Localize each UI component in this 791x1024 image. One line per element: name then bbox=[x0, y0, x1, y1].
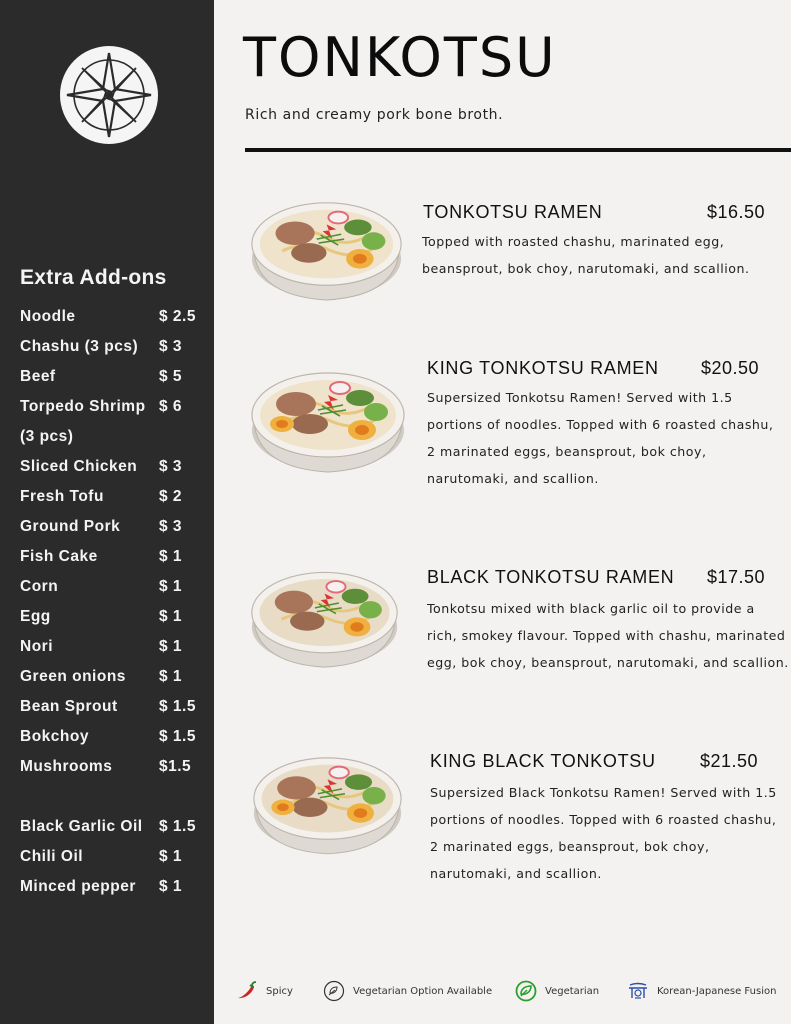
menu-item-name: TONKOTSU RAMEN bbox=[423, 202, 603, 222]
addon-name: Fresh Tofu bbox=[20, 488, 104, 505]
addon-name: Ground Pork bbox=[20, 518, 121, 535]
addon-price: $ 3 bbox=[159, 458, 183, 475]
legend-label-vegetarian: Vegetarian bbox=[545, 985, 600, 997]
addon-name: Bean Sprout bbox=[20, 698, 118, 715]
addon-name: Torpedo Shrimp bbox=[20, 398, 146, 415]
addon-name: Sliced Chicken bbox=[20, 458, 138, 475]
addon-name-continued: (3 pcs) bbox=[20, 428, 74, 445]
description-line: 2 marinated eggs, beansprout, bok choy, bbox=[427, 444, 707, 459]
menu-item-name: KING BLACK TONKOTSU bbox=[430, 751, 656, 771]
addon-name: Fish Cake bbox=[20, 548, 98, 565]
description-line: Supersized Tonkotsu Ramen! Served with 1.5 bbox=[427, 390, 733, 405]
compass-star-logo bbox=[59, 45, 159, 145]
addon-name: Chili Oil bbox=[20, 848, 84, 865]
addon-name: Green onions bbox=[20, 668, 126, 685]
description-line: egg, bok choy, beansprout, narutomaki, and scallion. bbox=[427, 655, 789, 670]
chili-pepper-icon bbox=[234, 980, 258, 1002]
menu-item-description bbox=[430, 779, 777, 887]
korean-japanese-fusion-icon bbox=[627, 980, 649, 1002]
description-line: portions of noodles. Topped with 6 roasted chashu, bbox=[427, 417, 774, 432]
ramen-bowl-image bbox=[248, 360, 408, 475]
ramen-bowl-image bbox=[248, 560, 401, 670]
addon-name: Egg bbox=[20, 608, 51, 625]
addon-name: Nori bbox=[20, 638, 53, 655]
description-line: Supersized Black Tonkotsu Ramen! Served with 1.5 bbox=[430, 785, 777, 800]
addon-name: Black Garlic Oil bbox=[20, 818, 143, 835]
legend-vegetarian bbox=[515, 979, 599, 1003]
addon-name: Beef bbox=[20, 368, 56, 385]
legend-label-vegetarian-option: Vegetarian Option Available bbox=[353, 985, 493, 997]
legend-vegetarian-option bbox=[323, 979, 492, 1003]
description-line: rich, smokey flavour. Topped with chashu, marinated bbox=[427, 628, 786, 643]
addon-name: Mushrooms bbox=[20, 758, 113, 775]
page-title: TONKOTSU bbox=[243, 26, 557, 89]
description-line: Tonkotsu mixed with black garlic oil to provide a bbox=[427, 601, 755, 616]
addon-name: Noodle bbox=[20, 308, 76, 325]
description-line: Topped with roasted chashu, marinated egg, bbox=[422, 234, 725, 249]
addons-title: Extra Add-ons bbox=[20, 266, 167, 289]
addon-name: Minced pepper bbox=[20, 878, 136, 895]
addon-price: $ 1 bbox=[159, 608, 183, 625]
legend-spicy bbox=[234, 979, 293, 1003]
page-subtitle: Rich and creamy pork bone broth. bbox=[245, 107, 504, 123]
addon-price: $ 3 bbox=[159, 338, 183, 355]
menu-item-description bbox=[422, 228, 749, 282]
description-line: 2 marinated eggs, beansprout, bok choy, bbox=[430, 839, 710, 854]
addon-name: Chashu (3 pcs) bbox=[20, 338, 139, 355]
menu-item-price: $16.50 bbox=[707, 202, 766, 222]
legend-fusion bbox=[627, 979, 776, 1003]
legend-label-spicy: Spicy bbox=[266, 985, 293, 997]
addon-price: $ 1 bbox=[159, 848, 183, 865]
addon-name: Corn bbox=[20, 578, 59, 595]
addon-price: $ 1 bbox=[159, 548, 183, 565]
description-line: narutomaki, and scallion. bbox=[430, 866, 602, 881]
addon-price: $ 6 bbox=[159, 398, 183, 415]
addon-price: $ 1 bbox=[159, 668, 183, 685]
menu-item-name: KING TONKOTSU RAMEN bbox=[427, 358, 659, 378]
vegetarian-option-icon bbox=[323, 980, 345, 1002]
sidebar bbox=[0, 0, 214, 1024]
addon-price: $ 1.5 bbox=[159, 698, 196, 715]
legend-label-fusion: Korean-Japanese Fusion bbox=[657, 985, 777, 997]
addon-price: $ 2 bbox=[159, 488, 183, 505]
addon-name: Bokchoy bbox=[20, 728, 89, 745]
ramen-bowl-image bbox=[248, 190, 405, 303]
menu-item-price: $20.50 bbox=[701, 358, 760, 378]
menu-item-description bbox=[427, 595, 789, 676]
addon-price: $ 1 bbox=[159, 878, 183, 895]
menu-item-price: $17.50 bbox=[707, 567, 766, 587]
menu-item-name: BLACK TONKOTSU RAMEN bbox=[427, 567, 675, 587]
description-line: portions of noodles. Topped with 6 roasted chashu, bbox=[430, 812, 777, 827]
addon-price: $1.5 bbox=[159, 758, 192, 775]
addon-price: $ 5 bbox=[159, 368, 183, 385]
addon-price: $ 1 bbox=[159, 638, 183, 655]
addon-price: $ 1.5 bbox=[159, 818, 196, 835]
addon-price: $ 3 bbox=[159, 518, 183, 535]
addon-price: $ 1.5 bbox=[159, 728, 196, 745]
vegetarian-leaf-icon bbox=[515, 980, 537, 1002]
addon-price: $ 2.5 bbox=[159, 308, 196, 325]
menu-item-description bbox=[427, 384, 773, 492]
description-line: beansprout, bok choy, narutomaki, and scallion. bbox=[422, 261, 750, 276]
addon-price: $ 1 bbox=[159, 578, 183, 595]
menu-item-price: $21.50 bbox=[700, 751, 759, 771]
ramen-bowl-image bbox=[250, 745, 405, 857]
title-divider bbox=[245, 148, 791, 152]
description-line: narutomaki, and scallion. bbox=[427, 471, 599, 486]
